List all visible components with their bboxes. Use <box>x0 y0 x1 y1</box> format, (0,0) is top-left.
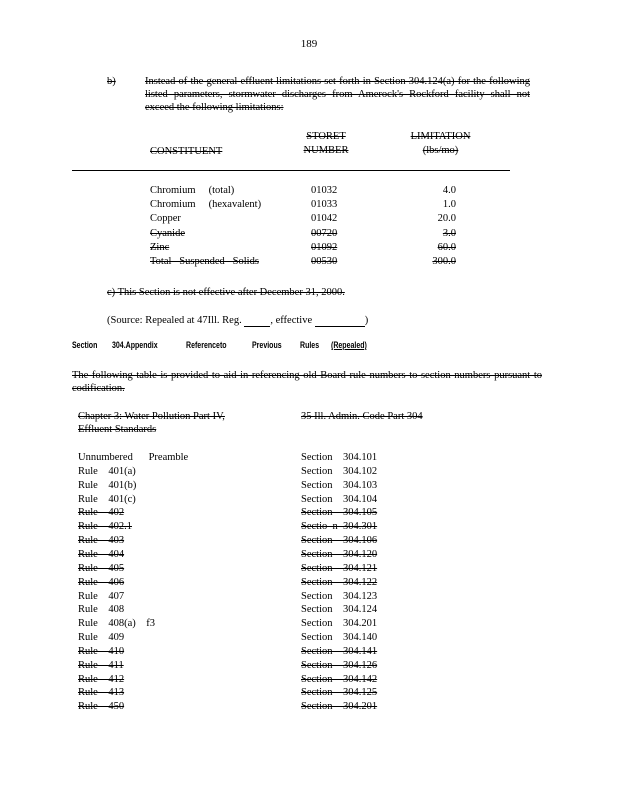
limitation-value: 20.0 <box>437 213 456 225</box>
old-rule-number: Rule 401(a) <box>78 465 136 477</box>
old-rule-number: Rule 413 <box>78 687 125 699</box>
storet-number: 00530 <box>311 256 338 267</box>
chapter-header-left <box>78 410 225 436</box>
source-suffix: ) <box>364 315 369 326</box>
old-rule-number: Rule 406 <box>78 576 125 588</box>
table-row <box>0 548 618 562</box>
table-row <box>0 631 618 645</box>
constituent-name: Chromium (hexavalent) <box>150 199 262 211</box>
old-rule-number: Rule 407 <box>78 590 125 602</box>
table-row <box>0 659 618 673</box>
new-section-number: Section 304.104 <box>301 493 378 505</box>
heading-reference: Referenceto <box>186 340 227 350</box>
paragraph-b-label: b) <box>107 76 116 87</box>
old-rule-number: Rule 405 <box>78 562 125 574</box>
new-section-number: Section 304.126 <box>301 659 378 671</box>
new-section-number: Section 304.201 <box>301 701 378 713</box>
source-note <box>107 314 368 327</box>
new-section-number: Section 304.141 <box>301 645 378 657</box>
old-rule-number: Rule 402.1 <box>78 521 132 533</box>
old-rule-number: Rule 410 <box>78 645 125 657</box>
old-rule-number: Rule 409 <box>78 632 125 644</box>
paragraph-b-text: Instead of the general effluent limitations set forth in Section 304.124(a) for the following listed parameters, stormwater discharges from Amerock's Rockford facility shall not exceed the following limitations: <box>145 76 530 113</box>
new-section-number: Section 304.102 <box>301 465 378 477</box>
old-rule-number: Rule 411 <box>78 659 124 671</box>
constituent-row <box>0 198 618 212</box>
chapter-header-left-line2: Effluent Standards <box>78 424 157 435</box>
table-row <box>0 700 618 714</box>
new-section-number: Section 304.125 <box>301 687 378 699</box>
old-rule-number: Rule 401(b) <box>78 479 137 491</box>
limitation-value: 60.0 <box>437 241 456 253</box>
header-limitation-line2: (lbs/mo) <box>422 145 459 156</box>
old-rule-number: Rule 403 <box>78 535 125 547</box>
constituent-name: Total Suspended Solids <box>150 256 259 267</box>
new-section-number: Section 304.101 <box>301 452 378 463</box>
page-number: 189 <box>300 38 318 50</box>
new-section-number: Section 304.120 <box>301 548 378 560</box>
old-rule-number: Rule 401(c) <box>78 493 136 505</box>
constituent-row <box>0 241 618 255</box>
old-rule-number: Rule 408 <box>78 604 125 616</box>
new-section-number: Section 304.103 <box>301 479 378 491</box>
old-rule-number: Rule 412 <box>78 673 125 685</box>
new-section-number: Section 304.106 <box>301 535 378 547</box>
table-row <box>0 673 618 687</box>
old-rule-number: Unnumbered Preamble <box>78 452 189 463</box>
table-row <box>0 479 618 493</box>
storet-number: 01032 <box>311 185 338 196</box>
header-storet-line1: STORET <box>306 131 346 142</box>
old-rule-number: Rule 450 <box>78 701 125 713</box>
table-row <box>0 603 618 617</box>
table-row <box>0 617 618 631</box>
new-section-number: Section 304.140 <box>301 632 378 644</box>
table-row <box>0 534 618 548</box>
header-constituent: CONSTITUENT <box>150 146 223 157</box>
table-row <box>0 576 618 590</box>
constituent-row <box>0 212 618 226</box>
storet-number: 01033 <box>311 199 338 211</box>
table-row <box>0 465 618 479</box>
new-section-number: Sectio n 304.301 <box>301 521 378 533</box>
new-section-number: Section 304.201 <box>301 618 378 630</box>
heading-section: Section <box>72 340 98 350</box>
limitation-value: 300.0 <box>432 256 456 267</box>
new-section-number: Section 304.121 <box>301 562 378 574</box>
chapter-header-right: 35 Ill. Admin. Code Part 304 <box>301 411 423 422</box>
table-row <box>0 451 618 465</box>
table-row <box>0 562 618 576</box>
table-row <box>0 520 618 534</box>
heading-repealed: (Repealed) <box>331 340 367 350</box>
old-rule-number: Rule 402 <box>78 507 125 519</box>
heading-rules: Rules <box>300 340 320 350</box>
old-rule-number: Rule 404 <box>78 548 125 560</box>
constituent-row <box>0 255 618 269</box>
table-row <box>0 645 618 659</box>
table-row <box>0 506 618 520</box>
header-limitation-line1: LIMITATION <box>410 131 471 142</box>
source-blank-register <box>244 316 270 327</box>
table-row <box>0 590 618 604</box>
constituent-row <box>0 227 618 241</box>
heading-previous: Previous <box>252 340 282 350</box>
limitation-value: 4.0 <box>442 185 456 196</box>
storet-number: 01042 <box>311 213 338 225</box>
header-storet-line2: NUMBER <box>303 145 349 156</box>
limitation-value: 3.0 <box>442 227 456 239</box>
constituent-name: Chromium (total) <box>150 185 235 196</box>
chapter-header-left-line1: Chapter 3: Water Pollution Part IV, <box>78 411 225 422</box>
table-row <box>0 686 618 700</box>
intro-text: The following table is provided to aid in referencing old Board rule numbers to section numbers pursuant to codification. <box>72 370 542 394</box>
constituent-name: Copper <box>150 213 181 225</box>
constituent-name: Zinc <box>150 241 170 253</box>
new-section-number: Section 304.142 <box>301 673 378 685</box>
constituent-name: Cyanide <box>150 227 185 239</box>
new-section-number: Section 304.124 <box>301 604 378 616</box>
table-row <box>0 493 618 507</box>
new-section-number: Section 304.105 <box>301 507 378 519</box>
storet-number: 00720 <box>311 227 338 239</box>
paragraph-c: c) This Section is not effective after December 31, 2000. <box>107 287 345 298</box>
constituent-row <box>0 184 618 198</box>
limitation-value: 1.0 <box>442 199 456 211</box>
storet-number: 01092 <box>311 241 338 253</box>
table-divider <box>72 170 510 171</box>
source-prefix: (Source: Repealed at 47Ill. Reg. <box>107 315 242 326</box>
heading-number: 304.Appendix <box>112 340 158 350</box>
new-section-number: Section 304.123 <box>301 590 378 602</box>
new-section-number: Section 304.122 <box>301 576 378 588</box>
old-rule-number: Rule 408(a) f3 <box>78 618 155 630</box>
source-blank-date <box>315 316 365 327</box>
source-middle: , effective <box>270 315 313 326</box>
